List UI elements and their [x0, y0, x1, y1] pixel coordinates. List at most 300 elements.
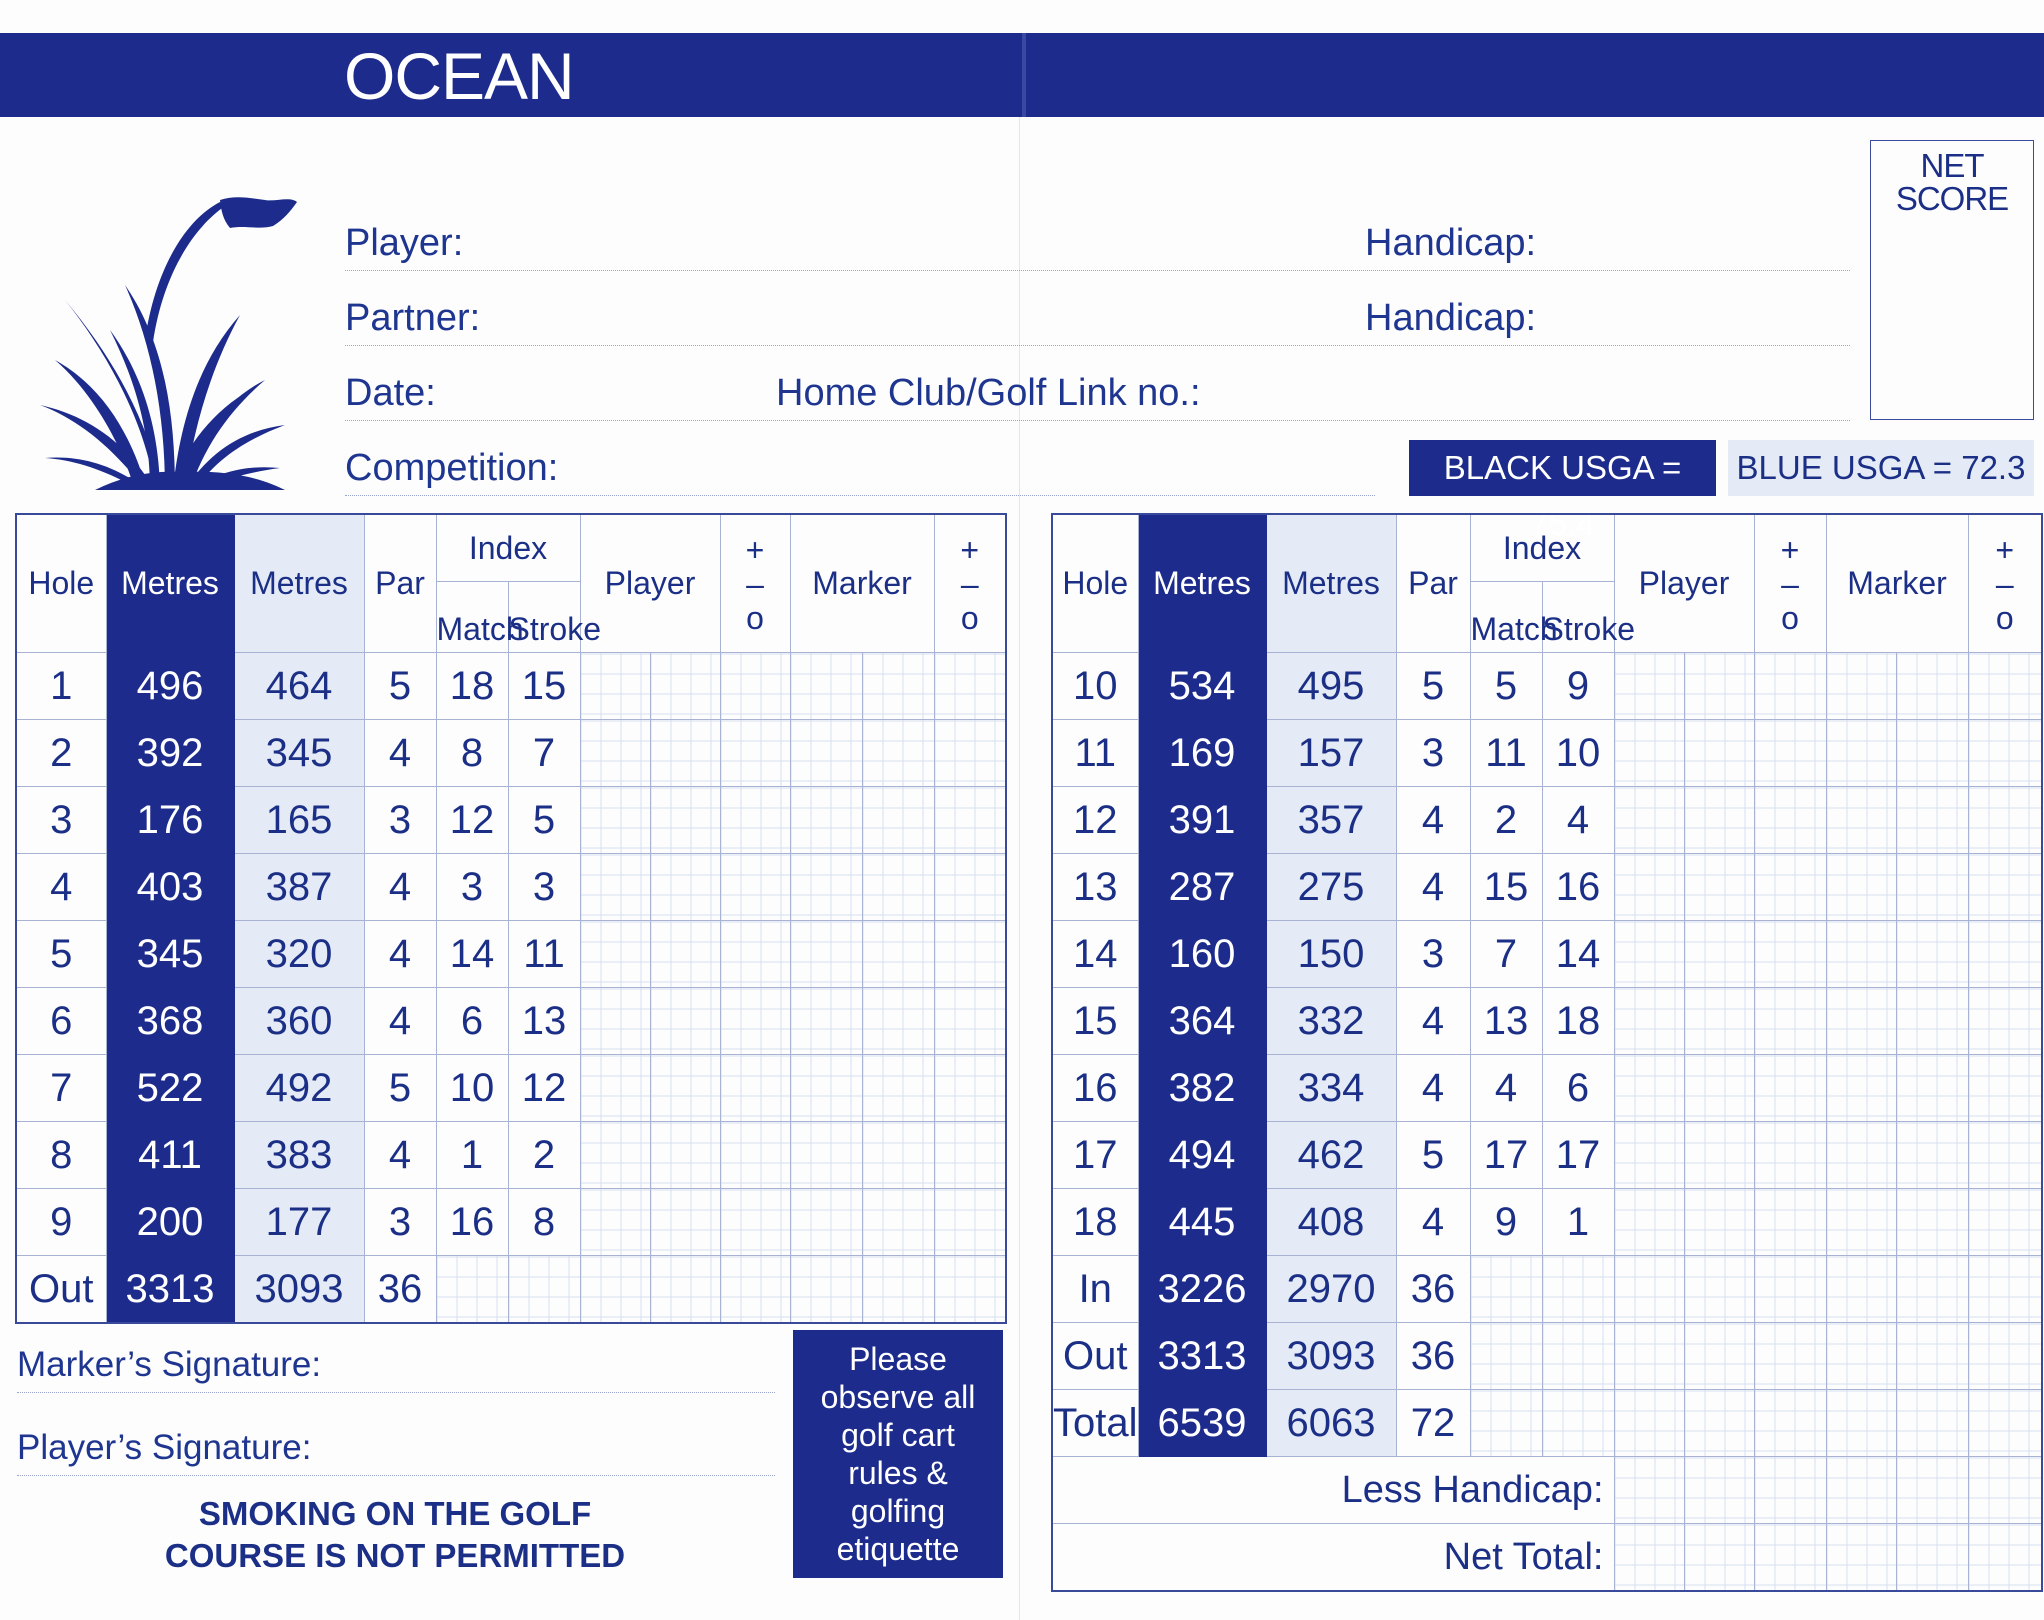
date-line[interactable]: [345, 420, 1850, 421]
player-score-cell[interactable]: [1684, 787, 1754, 854]
score-cell[interactable]: [1826, 1256, 1896, 1323]
handicap2-label: Handicap:: [1365, 297, 1537, 339]
marker-score-cell[interactable]: [1826, 787, 1896, 854]
score-cell[interactable]: [1826, 1323, 1896, 1390]
player-result-cell[interactable]: [720, 1055, 790, 1122]
hole-header: Hole: [1052, 514, 1138, 653]
player-label: Player:: [345, 222, 464, 264]
match-index: 2: [1470, 787, 1542, 854]
match-index: 15: [1470, 854, 1542, 921]
marker-score-cell[interactable]: [1826, 921, 1896, 988]
score-cell[interactable]: [1614, 1323, 1684, 1390]
marker-score-cell[interactable]: [1826, 1055, 1896, 1122]
stroke-index: 5: [508, 787, 580, 854]
par-value: 4: [364, 988, 436, 1055]
player-score-cell[interactable]: [1614, 921, 1684, 988]
black-metres: 445: [1138, 1189, 1266, 1256]
black-metres: 200: [106, 1189, 234, 1256]
player-score-cell[interactable]: [1684, 1055, 1754, 1122]
net-score-label-2: SCORE: [1895, 180, 2009, 217]
marker-result-cell[interactable]: [1968, 720, 2042, 787]
black-metres: 392: [106, 720, 234, 787]
player-score-cell[interactable]: [580, 1122, 650, 1189]
marker-score-cell[interactable]: [1896, 988, 1968, 1055]
blue-metres: 408: [1266, 1189, 1396, 1256]
partner-line[interactable]: [345, 345, 1850, 346]
competition-line[interactable]: [345, 495, 1375, 496]
par-header: Par: [364, 514, 436, 653]
black-metres: 382: [1138, 1055, 1266, 1122]
par-total: 72: [1396, 1390, 1470, 1457]
marker-score-cell[interactable]: [862, 854, 934, 921]
hole-number: 17: [1052, 1122, 1138, 1189]
black-metres: 411: [106, 1122, 234, 1189]
total-row: [16, 1256, 1006, 1324]
score-cell[interactable]: [1896, 1457, 1968, 1524]
player-score-cell[interactable]: [650, 1122, 720, 1189]
zero-sign: o: [1781, 599, 1799, 636]
player-result-cell[interactable]: [720, 653, 790, 720]
minus-sign: –: [1995, 565, 2014, 602]
minus-sign: –: [746, 565, 764, 602]
marker-score-cell[interactable]: [1896, 854, 1968, 921]
zero-sign: o: [746, 599, 764, 636]
match-index: 12: [436, 787, 508, 854]
score-cell[interactable]: [1614, 1390, 1684, 1457]
marker-result-cell[interactable]: [1968, 1055, 2042, 1122]
player-score-cell[interactable]: [650, 1055, 720, 1122]
player-score-cell[interactable]: [1614, 988, 1684, 1055]
player-score-cell[interactable]: [1684, 988, 1754, 1055]
marker-result-cell[interactable]: [1968, 1189, 2042, 1256]
marker-result-cell[interactable]: [934, 1189, 1006, 1256]
total-label: In: [1052, 1256, 1138, 1323]
marker-signature-line[interactable]: [17, 1392, 775, 1393]
hole-header: Hole: [16, 514, 106, 653]
hole-number: 12: [1052, 787, 1138, 854]
player-result-cell[interactable]: [720, 921, 790, 988]
black-metres-header: Metres: [1138, 514, 1266, 653]
score-cell[interactable]: [1896, 1256, 1968, 1323]
score-cell[interactable]: [580, 1256, 650, 1324]
player-score-cell[interactable]: [1684, 1122, 1754, 1189]
net-score-box[interactable]: [1870, 140, 2034, 420]
black-metres: 169: [1138, 720, 1266, 787]
match-index: 9: [1470, 1189, 1542, 1256]
player-score-cell[interactable]: [1684, 720, 1754, 787]
par-value: 4: [1396, 1055, 1470, 1122]
marker-score-cell[interactable]: [1826, 1122, 1896, 1189]
marker-score-cell[interactable]: [1896, 1189, 1968, 1256]
grass-flag-logo: [35, 190, 335, 490]
match-index: 14: [436, 921, 508, 988]
blue-metres: 495: [1266, 653, 1396, 720]
marker-result-cell[interactable]: [1968, 1122, 2042, 1189]
player-score-cell[interactable]: [1614, 720, 1684, 787]
notice-line: observe all: [820, 1379, 976, 1415]
marker-score-cell[interactable]: [1896, 720, 1968, 787]
score-cell[interactable]: [1684, 1390, 1754, 1457]
player-score-cell[interactable]: [1614, 1122, 1684, 1189]
score-cell[interactable]: [436, 1256, 508, 1324]
hole-number: 11: [1052, 720, 1138, 787]
marker-result-cell[interactable]: [934, 1055, 1006, 1122]
marker-result-cell[interactable]: [934, 921, 1006, 988]
marker-score-cell[interactable]: [862, 1189, 934, 1256]
marker-score-cell[interactable]: [862, 1122, 934, 1189]
stroke-index: 4: [1542, 787, 1614, 854]
hole-row: [16, 854, 1006, 921]
stroke-index: 1: [1542, 1189, 1614, 1256]
stroke-index: 17: [1542, 1122, 1614, 1189]
stroke-index: 16: [1542, 854, 1614, 921]
player-score-cell[interactable]: [580, 720, 650, 787]
score-cell[interactable]: [1896, 1390, 1968, 1457]
player-score-cell[interactable]: [1614, 787, 1684, 854]
par-value: 4: [1396, 854, 1470, 921]
score-cell[interactable]: [1614, 1524, 1684, 1592]
stroke-header: Stroke: [508, 582, 580, 653]
player-score-cell[interactable]: [650, 653, 720, 720]
notice-line: golf cart: [841, 1417, 955, 1453]
hole-row: [16, 921, 1006, 988]
score-cell[interactable]: [1754, 1323, 1826, 1390]
stroke-index: 14: [1542, 921, 1614, 988]
stroke-index: 18: [1542, 988, 1614, 1055]
score-cell[interactable]: [1684, 1256, 1754, 1323]
score-cell[interactable]: [1968, 1256, 2042, 1323]
player-signature-label: Player’s Signature:: [17, 1428, 312, 1467]
match-index: 16: [436, 1189, 508, 1256]
hole-number: 13: [1052, 854, 1138, 921]
player-score-cell[interactable]: [580, 854, 650, 921]
par-value: 3: [1396, 720, 1470, 787]
player-score-cell[interactable]: [650, 854, 720, 921]
par-header: Par: [1396, 514, 1470, 653]
par-value: 4: [1396, 988, 1470, 1055]
hole-row: [1052, 1189, 2042, 1256]
par-value: 5: [1396, 653, 1470, 720]
player-result-cell[interactable]: [1754, 1189, 1826, 1256]
player-score-cell[interactable]: [1684, 653, 1754, 720]
plus-minus-header: [720, 514, 790, 653]
marker-header: Marker: [790, 514, 934, 653]
marker-result-cell[interactable]: [1968, 921, 2042, 988]
notice-line: etiquette: [836, 1531, 960, 1567]
marker-result-cell[interactable]: [934, 787, 1006, 854]
score-cell[interactable]: [1968, 1390, 2042, 1457]
score-cell[interactable]: [1470, 1323, 1542, 1390]
par-value: 4: [364, 921, 436, 988]
marker-score-cell[interactable]: [1896, 921, 1968, 988]
black-metres: 403: [106, 854, 234, 921]
hole-number: 1: [16, 653, 106, 720]
score-cell[interactable]: [1826, 1390, 1896, 1457]
score-cell[interactable]: [1614, 1457, 1684, 1524]
par-value: 3: [364, 1189, 436, 1256]
total-label: Total: [1052, 1390, 1138, 1457]
marker-score-cell[interactable]: [1826, 1189, 1896, 1256]
score-cell[interactable]: [1470, 1390, 1542, 1457]
match-index: 8: [436, 720, 508, 787]
score-cell[interactable]: [1684, 1524, 1754, 1592]
hole-row: [16, 720, 1006, 787]
hole-row: [1052, 921, 2042, 988]
match-index: 10: [436, 1055, 508, 1122]
score-cell[interactable]: [1968, 1323, 2042, 1390]
black-metres-total: 3226: [1138, 1256, 1266, 1323]
score-cell[interactable]: [1826, 1457, 1896, 1524]
player-score-cell[interactable]: [1614, 854, 1684, 921]
player-score-cell[interactable]: [1614, 1055, 1684, 1122]
score-cell[interactable]: [508, 1256, 580, 1324]
match-index: 5: [1470, 653, 1542, 720]
player-result-cell[interactable]: [1754, 1055, 1826, 1122]
blue-metres: 165: [234, 787, 364, 854]
total-label: Out: [1052, 1323, 1138, 1390]
marker-result-cell[interactable]: [1968, 653, 2042, 720]
par-value: 5: [1396, 1122, 1470, 1189]
score-cell[interactable]: [1684, 1323, 1754, 1390]
blue-metres: 462: [1266, 1122, 1396, 1189]
page-fold: [1019, 117, 1020, 1620]
hole-number: 10: [1052, 653, 1138, 720]
blue-metres-total: 2970: [1266, 1256, 1396, 1323]
marker-result-cell[interactable]: [934, 1122, 1006, 1189]
marker-score-cell[interactable]: [790, 787, 862, 854]
player-score-cell[interactable]: [650, 787, 720, 854]
score-cell[interactable]: [1470, 1256, 1542, 1323]
marker-score-cell[interactable]: [790, 720, 862, 787]
marker-result-cell[interactable]: [934, 653, 1006, 720]
blue-metres: 345: [234, 720, 364, 787]
score-cell[interactable]: [862, 1256, 934, 1324]
player-result-cell[interactable]: [720, 1122, 790, 1189]
hole-number: 9: [16, 1189, 106, 1256]
score-cell[interactable]: [1542, 1323, 1614, 1390]
score-cell[interactable]: [720, 1256, 790, 1324]
match-index: 13: [1470, 988, 1542, 1055]
blue-metres: 492: [234, 1055, 364, 1122]
score-cell[interactable]: [1542, 1390, 1614, 1457]
plus-minus-header: [934, 514, 1006, 653]
player-result-cell[interactable]: [1754, 720, 1826, 787]
blue-metres-total: 3093: [1266, 1323, 1396, 1390]
blue-metres-header: Metres: [234, 514, 364, 653]
marker-score-cell[interactable]: [790, 854, 862, 921]
plus-sign: +: [960, 531, 980, 568]
score-cell[interactable]: [1968, 1457, 2042, 1524]
player-score-cell[interactable]: [650, 720, 720, 787]
score-cell[interactable]: [1614, 1256, 1684, 1323]
player-result-cell[interactable]: [720, 1189, 790, 1256]
blue-metres-header: Metres: [1266, 514, 1396, 653]
match-header: Match: [1470, 582, 1542, 653]
hole-row: [1052, 653, 2042, 720]
player-header: Player: [1614, 514, 1754, 653]
golf-cart-notice: [793, 1330, 1003, 1578]
plus-sign: +: [745, 531, 765, 568]
score-cell[interactable]: [1754, 1390, 1826, 1457]
blue-metres-total: 6063: [1266, 1390, 1396, 1457]
marker-score-cell[interactable]: [790, 988, 862, 1055]
hole-number: 8: [16, 1122, 106, 1189]
marker-score-cell[interactable]: [790, 1189, 862, 1256]
banner-divider: [1022, 33, 1026, 117]
player-score-cell[interactable]: [580, 653, 650, 720]
player-score-cell[interactable]: [580, 787, 650, 854]
hole-row: [16, 1122, 1006, 1189]
marker-score-cell[interactable]: [862, 1055, 934, 1122]
total-row: [1052, 1390, 2042, 1457]
hole-row: [1052, 1122, 2042, 1189]
player-result-cell[interactable]: [720, 720, 790, 787]
minus-sign: –: [960, 565, 979, 602]
blue-metres: 157: [1266, 720, 1396, 787]
marker-score-cell[interactable]: [862, 720, 934, 787]
player-score-cell[interactable]: [580, 988, 650, 1055]
hole-row: [1052, 787, 2042, 854]
total-label: Out: [16, 1256, 106, 1324]
score-cell[interactable]: [1754, 1457, 1826, 1524]
hole-row: [16, 988, 1006, 1055]
blue-metres: 357: [1266, 787, 1396, 854]
hole-number: 4: [16, 854, 106, 921]
blue-usga-rating: BLUE USGA = 72.3: [1728, 440, 2034, 496]
player-result-cell[interactable]: [1754, 1122, 1826, 1189]
player-signature-line[interactable]: [17, 1475, 775, 1476]
player-score-cell[interactable]: [580, 921, 650, 988]
marker-result-cell[interactable]: [934, 720, 1006, 787]
marker-result-cell[interactable]: [1968, 787, 2042, 854]
player-result-cell[interactable]: [720, 787, 790, 854]
match-index: 11: [1470, 720, 1542, 787]
blue-metres: 464: [234, 653, 364, 720]
hole-row: [16, 787, 1006, 854]
player-score-cell[interactable]: [580, 1055, 650, 1122]
marker-score-cell[interactable]: [1826, 854, 1896, 921]
score-cell[interactable]: [1826, 1524, 1896, 1592]
par-value: 4: [364, 854, 436, 921]
black-metres: 287: [1138, 854, 1266, 921]
match-index: 1: [436, 1122, 508, 1189]
blue-metres: 177: [234, 1189, 364, 1256]
marker-score-cell[interactable]: [1826, 653, 1896, 720]
par-total: 36: [1396, 1256, 1470, 1323]
marker-score-cell[interactable]: [1826, 988, 1896, 1055]
hole-number: 18: [1052, 1189, 1138, 1256]
marker-result-cell[interactable]: [1968, 988, 2042, 1055]
marker-score-cell[interactable]: [1896, 787, 1968, 854]
player-result-cell[interactable]: [720, 988, 790, 1055]
marker-score-cell[interactable]: [862, 921, 934, 988]
player-result-cell[interactable]: [1754, 854, 1826, 921]
stroke-index: 12: [508, 1055, 580, 1122]
stroke-index: 9: [1542, 653, 1614, 720]
score-cell[interactable]: [1896, 1524, 1968, 1592]
marker-result-cell[interactable]: [1968, 854, 2042, 921]
player-score-cell[interactable]: [1684, 1189, 1754, 1256]
marker-score-cell[interactable]: [862, 653, 934, 720]
marker-score-cell[interactable]: [862, 787, 934, 854]
score-cell[interactable]: [1684, 1457, 1754, 1524]
player-score-cell[interactable]: [650, 988, 720, 1055]
marker-score-cell[interactable]: [1896, 1122, 1968, 1189]
hole-number: 7: [16, 1055, 106, 1122]
black-metres-total: 6539: [1138, 1390, 1266, 1457]
marker-score-cell[interactable]: [862, 988, 934, 1055]
player-score-cell[interactable]: [1684, 854, 1754, 921]
player-result-cell[interactable]: [720, 854, 790, 921]
player-score-cell[interactable]: [1614, 1189, 1684, 1256]
hole-row: [1052, 988, 2042, 1055]
player-result-cell[interactable]: [1754, 921, 1826, 988]
player-score-cell[interactable]: [650, 1189, 720, 1256]
par-value: 5: [364, 1055, 436, 1122]
hole-number: 16: [1052, 1055, 1138, 1122]
blue-metres: 334: [1266, 1055, 1396, 1122]
marker-score-cell[interactable]: [790, 653, 862, 720]
hole-row: [16, 1055, 1006, 1122]
blue-metres: 360: [234, 988, 364, 1055]
player-score-cell[interactable]: [580, 1189, 650, 1256]
blue-metres-total: 3093: [234, 1256, 364, 1324]
score-cell[interactable]: [1968, 1524, 2042, 1592]
player-score-cell[interactable]: [650, 921, 720, 988]
marker-score-cell[interactable]: [790, 1055, 862, 1122]
player-score-cell[interactable]: [1684, 921, 1754, 988]
black-metres: 391: [1138, 787, 1266, 854]
player-result-cell[interactable]: [1754, 653, 1826, 720]
player-line[interactable]: [345, 270, 1850, 271]
score-cell[interactable]: [650, 1256, 720, 1324]
smoking-warning-line-1: SMOKING ON THE GOLF: [198, 1495, 592, 1532]
blue-metres: 387: [234, 854, 364, 921]
marker-score-cell[interactable]: [1896, 1055, 1968, 1122]
marker-score-cell[interactable]: [1896, 653, 1968, 720]
summary-row: [1052, 1524, 2042, 1592]
blue-metres: 332: [1266, 988, 1396, 1055]
marker-signature-label: Marker’s Signature:: [17, 1345, 322, 1384]
marker-score-cell[interactable]: [790, 1122, 862, 1189]
match-index: 3: [436, 854, 508, 921]
marker-score-cell[interactable]: [1826, 720, 1896, 787]
player-header: Player: [580, 514, 720, 653]
score-cell[interactable]: [1896, 1323, 1968, 1390]
marker-result-cell[interactable]: [934, 988, 1006, 1055]
marker-result-cell[interactable]: [934, 854, 1006, 921]
stroke-header: Stroke: [1542, 582, 1614, 653]
hole-row: [16, 653, 1006, 720]
score-cell[interactable]: [934, 1256, 1006, 1324]
score-cell[interactable]: [790, 1256, 862, 1324]
notice-line: Please: [849, 1341, 947, 1377]
black-metres: 345: [106, 921, 234, 988]
hole-row: [1052, 1055, 2042, 1122]
score-cell[interactable]: [1542, 1256, 1614, 1323]
score-cell[interactable]: [1754, 1256, 1826, 1323]
match-index: 4: [1470, 1055, 1542, 1122]
score-cell[interactable]: [1754, 1524, 1826, 1592]
stroke-index: 2: [508, 1122, 580, 1189]
black-metres-header: Metres: [106, 514, 234, 653]
player-result-cell[interactable]: [1754, 787, 1826, 854]
par-value: 4: [364, 720, 436, 787]
blue-metres: 150: [1266, 921, 1396, 988]
marker-score-cell[interactable]: [790, 921, 862, 988]
player-score-cell[interactable]: [1614, 653, 1684, 720]
player-result-cell[interactable]: [1754, 988, 1826, 1055]
